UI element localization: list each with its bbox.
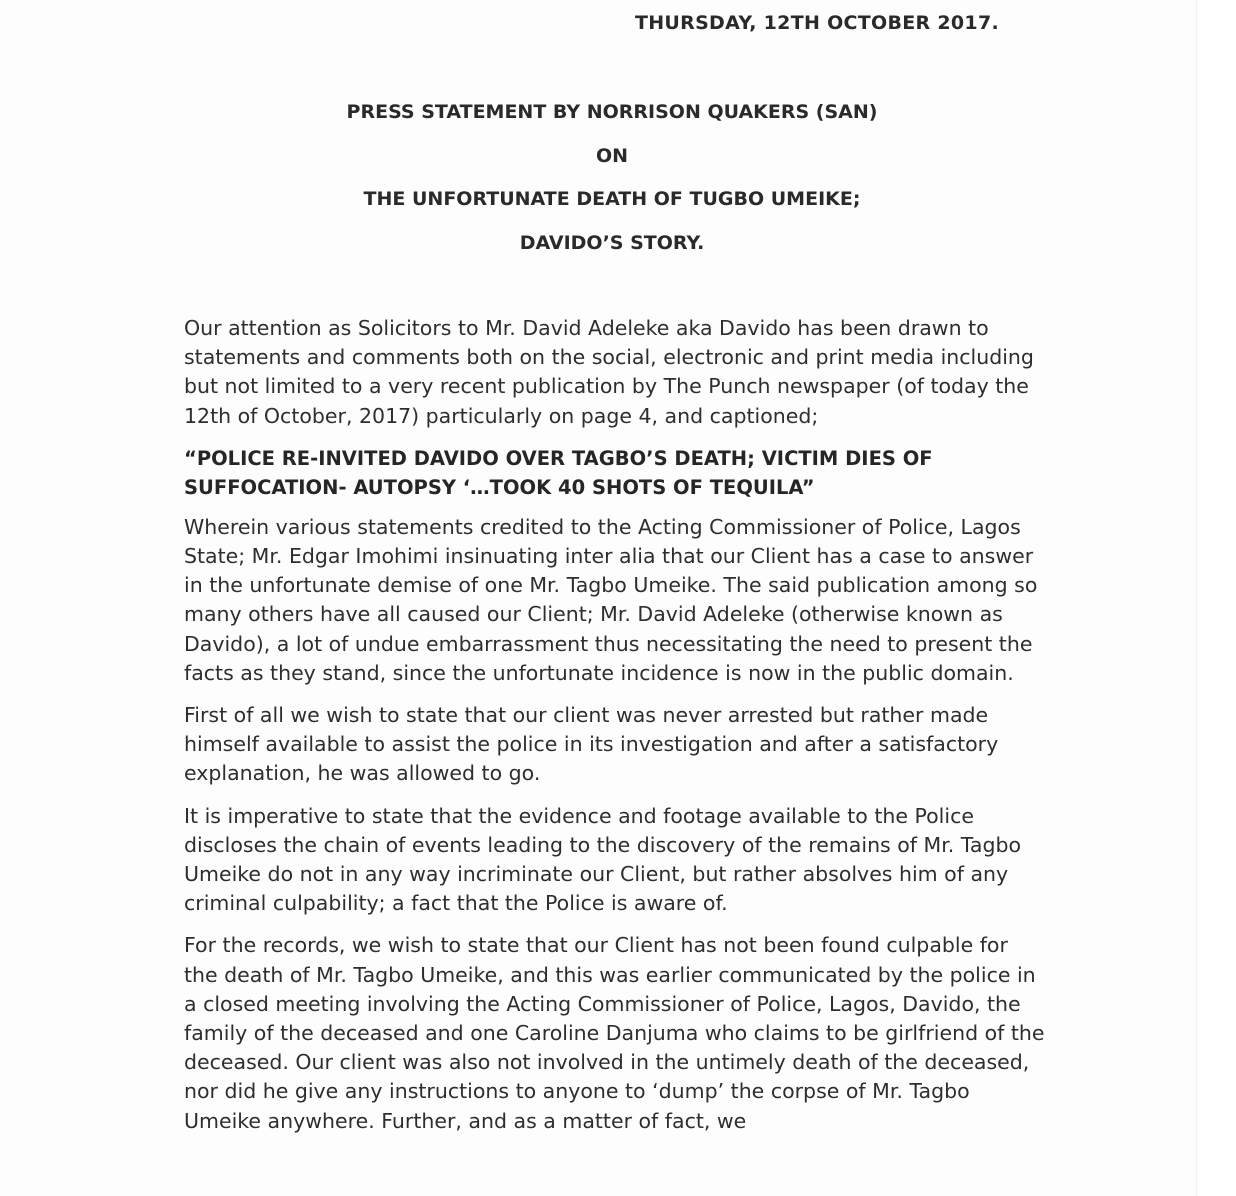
paragraph-2: Wherein various statements credited to the Acting Commissioner of Police, Lagos State; Mr. Edgar Imohimi insinuating inter alia that our Client has a case to answer in the unfortunate demise of one Mr. Tagbo Umeike. The said publication among so many others have all caused our Client; Mr. David Adeleke (otherwise known as Davido), a lot of undue embarrassment thus necessitating the need to present the facts as they stand, since the unfortunate incidence is now in the public domain. [184,514,1038,685]
heading-line-1: PRESS STATEMENT BY NORRISON QUAKERS (SAN) [346,101,878,123]
statement-heading [184,98,1040,272]
heading-line-4: DAVIDO’S STORY. [519,231,705,254]
paragraph-3: First of all we wish to state that our client was never arrested but rather made himself available to assist the police in its investigation and after a satisfactory explanation, he was allowed to go. [184,703,999,786]
newspaper-caption: “POLICE RE-INVITED DAVIDO OVER TAGBO’S DEATH; VICTIM DIES OF SUFFOCATION- AUTOPSY ‘…TOOK 40 SHOTS OF TEQUILA” [184,446,933,499]
statement-body [184,314,1046,1149]
heading-line-3: THE UNFORTUNATE DEATH OF TUGBO UMEIKE; [363,188,861,210]
paragraph-5: For the records, we wish to state that our Client has not been found culpable for the death of Mr. Tagbo Umeike, and this was earlier communicated by the police in a closed meeting involving the Acting Commissioner of Police, Lagos, Davido, the family of the deceased and one Caroline Danjuma who claims to be girlfriend of the deceased. Our client was also not involved in the untimely death of the deceased, nor did he give any instructions to anyone to ‘dump’ the corpse of Mr. Tagbo Umeike anywhere. Further, and as a matter of fact, we [184,933,1045,1133]
paragraph-1: Our attention as Solicitors to Mr. David Adeleke aka Davido has been drawn to statements and comments both on the social, electronic and print media including but not limited to a very recent publication by The Punch newspaper (of today the 12th of October, 2017) particularly on page 4, and captioned; [184,316,1034,428]
paragraph-4: It is imperative to state that the evidence and footage available to the Police discloses the chain of events leading to the discovery of the remains of Mr. Tagbo Umeike do not in any way incriminate our Client, but rather absolves him of any criminal culpability; a fact that the Police is aware of. [184,803,1022,916]
statement-date: THURSDAY, 12TH OCTOBER 2017. [634,12,999,34]
page-edge [1196,0,1236,1196]
heading-line-2: ON [595,144,629,167]
